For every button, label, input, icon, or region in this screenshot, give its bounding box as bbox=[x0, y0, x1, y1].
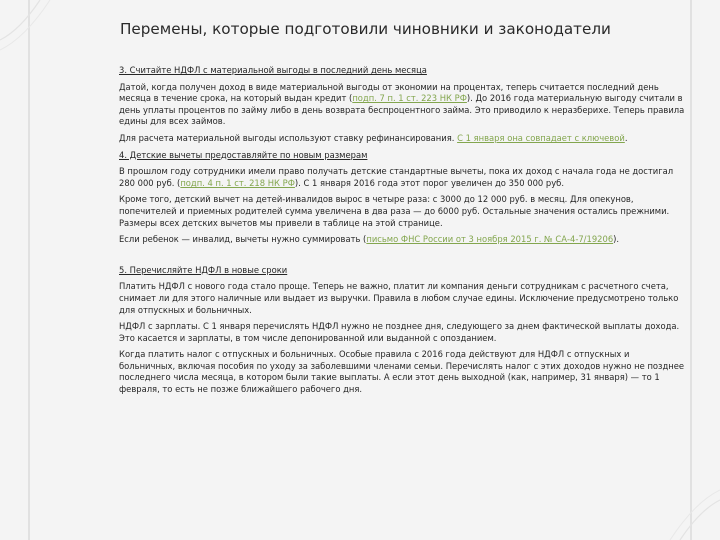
section-3-paragraph-2 bbox=[119, 133, 685, 145]
link-key-rate[interactable]: С 1 января она совпадает с ключевой bbox=[457, 132, 625, 143]
left-border bbox=[28, 0, 30, 540]
spacer bbox=[119, 251, 685, 265]
section-5-heading: 5. Перечисляйте НДФЛ в новые сроки bbox=[119, 264, 288, 275]
text-span: ). До 2016 года материальную выгоду считали в день уплаты процентов по займу либо в день возврата беспроцентного займа. Это приводило к неразберихе. Теперь правила едины для всех займов. bbox=[119, 93, 685, 127]
text-span: В прошлом году сотрудники имели право получать детские стандартные вычеты, пока их доход с начала года не достигал 280 000 руб. ( bbox=[119, 166, 674, 188]
link-nk-223[interactable]: подп. 7 п. 1 ст. 223 НК РФ bbox=[352, 93, 467, 104]
link-nk-218[interactable]: подп. 4 п. 1 ст. 218 НК РФ bbox=[180, 177, 295, 188]
text-span: ). С 1 января 2016 года этот порог увеличен до 350 000 руб. bbox=[294, 177, 564, 188]
corner-decoration-bottom-right bbox=[660, 480, 720, 540]
section-3-heading: 3. Считайте НДФЛ с материальной выгоды в последний день месяца bbox=[119, 65, 427, 75]
section-4-heading: 4. Детские вычеты предоставляйте по новым размерам bbox=[119, 149, 368, 160]
section-5-paragraph-3: Когда платить налог с отпускных и больничных. Особые правила с 2016 года действуют для НДФЛ с отпускных и больничных, включая пособия по уходу за заболевшими членами семьи. Перечислять налог с этих доходов нужно не позднее последнего числа месяца, в котором были такие выплаты. А если этот день выходной (как, например, 31 января) — то 1 февраля, то есть не позже ближайшего рабочего дня. bbox=[119, 349, 685, 395]
section-5-paragraph-1: Платить НДФЛ с нового года стало проще. Теперь не важно, платит ли компания деньги сотрудникам с расчетного счета, снимает ли для этого наличные или выдает из выручки. Правила в любом случае едины. Исключение предусмотрено только для отпускных и больничных. bbox=[119, 281, 679, 315]
text-span: Для расчета материальной выгоды используют ставку рефинансирования. bbox=[119, 132, 458, 143]
text-span: ). bbox=[613, 234, 620, 245]
document-body bbox=[119, 65, 685, 401]
text-span: . bbox=[624, 132, 628, 143]
text-span: Если ребенок — инвалид, вычеты нужно суммировать ( bbox=[119, 234, 367, 245]
section-3-paragraph-1 bbox=[119, 82, 685, 128]
section-4-paragraph-1 bbox=[119, 166, 685, 189]
section-4-paragraph-3 bbox=[119, 234, 685, 246]
section-5-paragraph-2: НДФЛ с зарплаты. С 1 января перечислять НДФЛ нужно не позднее дня, следующего за днем фактической выплаты дохода. Это касается и зарплаты, в том числе депонированной или выданной с опозданием. bbox=[119, 321, 680, 343]
page-title: Перемены, которые подготовили чиновники и законодатели bbox=[120, 20, 611, 38]
text-span: Датой, когда получен доход в виде материальной выгоды от экономии на процентах, теперь считается последний день месяца в течение срока, на который выдан кредит ( bbox=[119, 81, 659, 104]
section-4-paragraph-2: Кроме того, детский вычет на детей-инвалидов вырос в четыре раза: с 3000 до 12 000 руб. в месяц. Для опекунов, попечителей и приемных родителей сумма увеличена в два раза — до 6000 руб. Остальные значения остались прежними. Размеры всех детских вычетов мы привели в таблице на этой странице. bbox=[119, 194, 670, 228]
corner-decoration-top-left bbox=[0, 0, 60, 60]
link-fns-letter[interactable]: письмо ФНС России от 3 ноября 2015 г. № СА-4-7/19206 bbox=[366, 234, 614, 245]
right-border bbox=[690, 0, 692, 540]
